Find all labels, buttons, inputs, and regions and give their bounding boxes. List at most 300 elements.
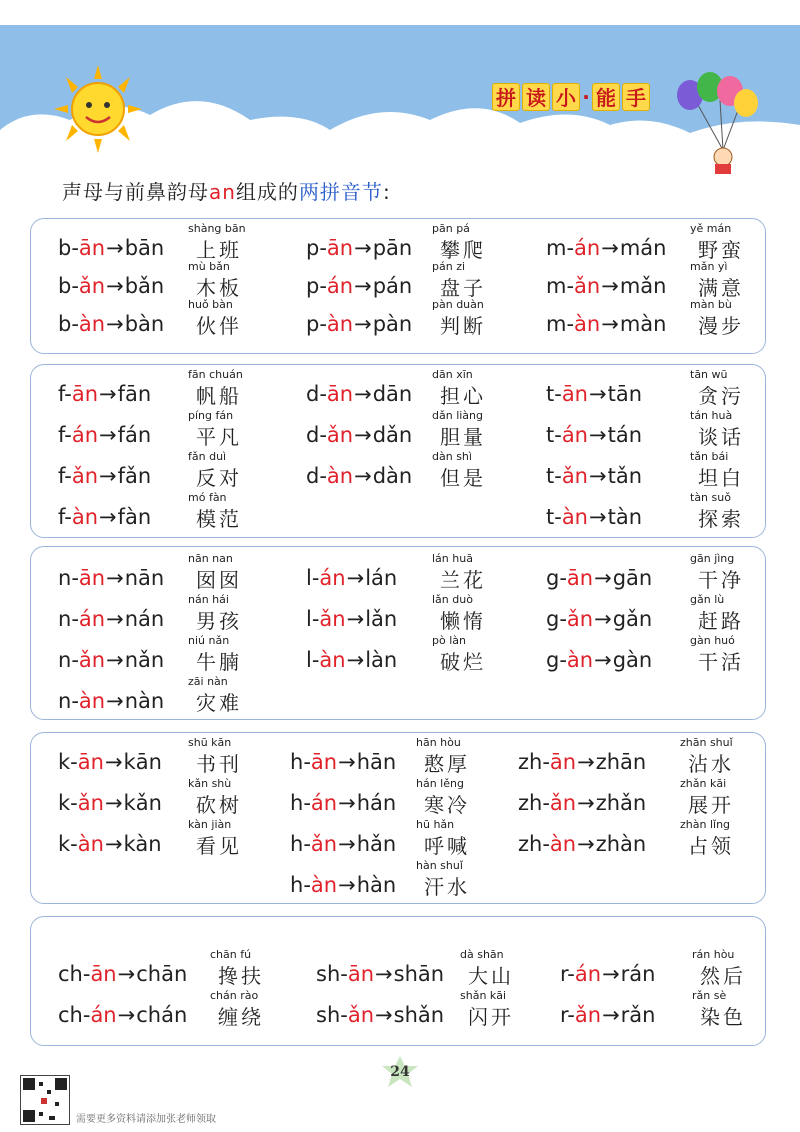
word-pinyin: pàn duàn	[432, 298, 484, 311]
arrow-icon: →	[117, 1003, 136, 1027]
syllable: pàn	[372, 312, 413, 336]
final: ǎn	[319, 607, 346, 631]
hyphen: -	[311, 648, 320, 672]
word-pinyin: hū hǎn	[416, 818, 455, 831]
final: ǎn	[574, 274, 601, 298]
final: án	[71, 423, 99, 447]
spelling-formula	[58, 236, 164, 260]
syllable: nǎn	[124, 648, 165, 672]
arrow-icon: →	[589, 423, 607, 447]
final: àn	[78, 689, 106, 713]
initial: sh	[316, 962, 341, 986]
initial: m	[546, 274, 567, 298]
syllable: rǎn	[620, 1003, 656, 1027]
word-pinyin: tán huà	[690, 409, 733, 422]
hyphen: -	[71, 689, 79, 713]
syllable: gān	[612, 566, 653, 590]
final: án	[561, 423, 588, 447]
word-pinyin: yě mán	[690, 222, 732, 235]
word-hanzi: 展开	[688, 793, 734, 817]
initial: n	[58, 607, 72, 631]
final: àn	[561, 505, 588, 529]
spelling-formula	[58, 423, 151, 447]
initial: p	[306, 236, 320, 260]
word-hanzi: 闪开	[468, 1005, 514, 1029]
spelling-formula	[58, 464, 151, 488]
final: ǎn	[347, 1003, 375, 1027]
initial: k	[58, 832, 71, 856]
syllable: shān	[393, 962, 445, 986]
word-pinyin: gàn huó	[690, 634, 735, 647]
spelling-formula	[58, 274, 164, 298]
arrow-icon: →	[99, 505, 117, 529]
hyphen: -	[64, 505, 72, 529]
initial: d	[306, 464, 320, 488]
final: ǎn	[78, 274, 106, 298]
final: àn	[574, 312, 601, 336]
word-pinyin: mó fàn	[188, 491, 227, 504]
spelling-formula	[546, 464, 642, 488]
arrow-icon: →	[354, 312, 372, 336]
spelling-formula	[58, 962, 187, 986]
final: ǎn	[566, 607, 594, 631]
hyphen: -	[542, 791, 550, 815]
final: àn	[549, 832, 577, 856]
initial: t	[546, 505, 555, 529]
spelling-formula	[306, 274, 412, 298]
spelling-formula	[518, 750, 646, 774]
hyphen: -	[303, 791, 311, 815]
hyphen: -	[303, 873, 311, 897]
syllable: nàn	[124, 689, 165, 713]
initial: h	[290, 873, 304, 897]
syllable: hán	[356, 791, 397, 815]
word-pinyin: mǎn yì	[690, 260, 728, 273]
spelling-formula	[546, 423, 642, 447]
final: àn	[319, 648, 346, 672]
word-pinyin: fān chuán	[188, 368, 243, 381]
hyphen: -	[71, 648, 79, 672]
hyphen: -	[70, 832, 78, 856]
word-hanzi: 然后	[700, 964, 746, 988]
hyphen: -	[319, 312, 327, 336]
spelling-formula	[58, 791, 162, 815]
final: án	[574, 236, 601, 260]
arrow-icon: →	[106, 648, 124, 672]
syllable: tàn	[607, 505, 643, 529]
intro-colon: :	[382, 180, 391, 204]
syllable: mǎn	[619, 274, 667, 298]
hyphen: -	[70, 791, 78, 815]
arrow-icon: →	[338, 791, 356, 815]
word-hanzi: 攀爬	[440, 238, 486, 262]
intro-text: 组成的	[235, 180, 299, 204]
final: ān	[549, 750, 577, 774]
spelling-formula	[306, 566, 397, 590]
initial: k	[58, 750, 71, 774]
spelling-formula	[306, 236, 412, 260]
final: ān	[561, 382, 588, 406]
word-pinyin: hán lěng	[416, 777, 464, 790]
spelling-formula	[290, 750, 396, 774]
syllable: zhàn	[595, 832, 647, 856]
title-char: 拼	[492, 83, 520, 111]
spelling-formula	[290, 873, 396, 897]
word-hanzi: 汗水	[424, 875, 470, 899]
word-hanzi: 呼喊	[424, 834, 470, 858]
hyphen: -	[340, 1003, 348, 1027]
initial: ch	[58, 962, 83, 986]
hyphen: -	[319, 236, 327, 260]
hyphen: -	[303, 832, 311, 856]
hyphen: -	[311, 566, 320, 590]
word-pinyin: zhān shuǐ	[680, 736, 733, 749]
hyphen: -	[566, 274, 575, 298]
initial: f	[58, 464, 65, 488]
initial: b	[58, 274, 72, 298]
word-pinyin: chán rào	[210, 989, 259, 1002]
arrow-icon: →	[601, 274, 619, 298]
arrow-icon: →	[602, 962, 620, 986]
initial: p	[306, 274, 320, 298]
word-hanzi: 寒冷	[424, 793, 470, 817]
word-pinyin: niú nǎn	[188, 634, 230, 647]
arrow-icon: →	[589, 505, 607, 529]
hyphen: -	[340, 962, 348, 986]
word-hanzi: 砍树	[196, 793, 242, 817]
spelling-formula	[546, 607, 652, 631]
spelling-formula	[306, 312, 412, 336]
spelling-formula	[58, 832, 162, 856]
initial: m	[546, 312, 567, 336]
arrow-icon: →	[354, 236, 372, 260]
syllable: dān	[372, 382, 413, 406]
word-hanzi: 搀扶	[218, 964, 264, 988]
syllable: fān	[117, 382, 152, 406]
word-hanzi: 男孩	[196, 609, 242, 633]
word-pinyin: kàn jiàn	[188, 818, 232, 831]
syllable: màn	[619, 312, 667, 336]
word-pinyin: zhàn lǐng	[680, 818, 731, 831]
syllable: bàn	[124, 312, 165, 336]
arrow-icon: →	[106, 274, 124, 298]
page-number-badge	[380, 1056, 420, 1088]
qr-code	[20, 1075, 70, 1125]
arrow-icon: →	[104, 750, 123, 774]
title-char: 读	[522, 83, 550, 111]
syllable: hǎn	[356, 832, 397, 856]
hyphen: -	[559, 648, 567, 672]
hyphen: -	[64, 464, 72, 488]
spelling-formula	[306, 607, 397, 631]
word-hanzi: 漫步	[698, 314, 744, 338]
initial: m	[546, 236, 567, 260]
word-hanzi: 帆船	[196, 384, 242, 408]
final: ǎn	[310, 832, 338, 856]
word-hanzi: 平凡	[196, 425, 242, 449]
initial: zh	[518, 832, 543, 856]
spelling-formula	[546, 566, 652, 590]
word-hanzi: 坦白	[698, 466, 744, 490]
initial: h	[290, 750, 304, 774]
hyphen: -	[303, 750, 311, 774]
initial: g	[546, 566, 560, 590]
word-pinyin: rán hòu	[692, 948, 735, 961]
word-hanzi: 书刊	[196, 752, 242, 776]
syllable: tán	[607, 423, 643, 447]
final: án	[319, 566, 346, 590]
syllable: kàn	[123, 832, 162, 856]
final: àn	[566, 648, 594, 672]
final: àn	[71, 505, 99, 529]
spelling-formula	[306, 423, 412, 447]
word-pinyin: pán zi	[432, 260, 466, 273]
initial: b	[58, 312, 72, 336]
syllable: hān	[356, 750, 397, 774]
final: ān	[326, 236, 354, 260]
initial: t	[546, 423, 555, 447]
spelling-formula	[306, 464, 412, 488]
initial: n	[58, 689, 72, 713]
hyphen: -	[554, 423, 562, 447]
title-char: 小	[552, 83, 580, 111]
word-hanzi: 占领	[688, 834, 734, 858]
sun-icon	[48, 65, 148, 159]
spelling-formula	[58, 1003, 187, 1027]
hyphen: -	[71, 236, 79, 260]
word-hanzi: 野蛮	[698, 238, 744, 262]
arrow-icon: →	[99, 382, 117, 406]
word-hanzi: 模范	[196, 507, 242, 531]
final: án	[326, 274, 354, 298]
arrow-icon: →	[601, 312, 619, 336]
word-pinyin: fǎn duì	[188, 450, 227, 463]
final: án	[78, 607, 106, 631]
initial: f	[58, 423, 65, 447]
initial: p	[306, 312, 320, 336]
syllable: dàn	[372, 464, 413, 488]
intro-final: an	[209, 180, 236, 204]
hyphen: -	[64, 382, 72, 406]
syllable: fàn	[117, 505, 152, 529]
spelling-formula	[560, 962, 655, 986]
syllable: zhān	[595, 750, 647, 774]
syllable: fǎn	[117, 464, 152, 488]
word-hanzi: 缠绕	[218, 1005, 264, 1029]
arrow-icon: →	[346, 566, 365, 590]
arrow-icon: →	[346, 607, 365, 631]
word-pinyin: dǎn liàng	[432, 409, 483, 422]
initial: n	[58, 648, 72, 672]
hyphen: -	[542, 750, 550, 774]
word-pinyin: shǎn kāi	[460, 989, 507, 1002]
word-pinyin: zhǎn kāi	[680, 777, 727, 790]
word-pinyin: tān wū	[690, 368, 728, 381]
initial: g	[546, 648, 560, 672]
initial: l	[306, 566, 312, 590]
arrow-icon: →	[577, 750, 595, 774]
spelling-formula	[58, 750, 162, 774]
syllable: kǎn	[123, 791, 162, 815]
spelling-formula	[306, 648, 397, 672]
final: ān	[326, 382, 354, 406]
initial: f	[58, 505, 65, 529]
spelling-formula	[546, 648, 652, 672]
balloon-girl-icon	[668, 65, 778, 175]
word-hanzi: 沾水	[688, 752, 734, 776]
arrow-icon: →	[589, 382, 607, 406]
word-pinyin: lán huā	[432, 552, 473, 565]
word-pinyin: màn bù	[690, 298, 732, 311]
word-pinyin: dàn shì	[432, 450, 472, 463]
hyphen: -	[554, 505, 562, 529]
spelling-formula	[546, 312, 666, 336]
hyphen: -	[542, 832, 550, 856]
hyphen: -	[319, 274, 327, 298]
syllable: bān	[124, 236, 165, 260]
spelling-formula	[58, 382, 151, 406]
word-pinyin: hān hòu	[416, 736, 461, 749]
hyphen: -	[567, 1003, 575, 1027]
syllable: chān	[136, 962, 188, 986]
arrow-icon: →	[602, 1003, 620, 1027]
word-hanzi: 贪污	[698, 384, 744, 408]
syllable: nān	[124, 566, 165, 590]
syllable: kān	[123, 750, 162, 774]
spelling-formula	[58, 312, 164, 336]
final: án	[574, 962, 602, 986]
footnote: 需要更多资料请添加张老师领取	[76, 1114, 216, 1125]
arrow-icon: →	[594, 607, 612, 631]
arrow-icon: →	[99, 423, 117, 447]
syllable: hàn	[356, 873, 397, 897]
word-pinyin: tàn suǒ	[690, 491, 731, 504]
final: ān	[566, 566, 594, 590]
word-hanzi: 判断	[440, 314, 486, 338]
final: ān	[78, 236, 106, 260]
hyphen: -	[319, 423, 327, 447]
arrow-icon: →	[354, 274, 372, 298]
final: ǎn	[71, 464, 99, 488]
word-hanzi: 憨厚	[424, 752, 470, 776]
word-pinyin: huǒ bàn	[188, 298, 233, 311]
arrow-icon: →	[354, 382, 372, 406]
word-hanzi: 染色	[700, 1005, 746, 1029]
word-pinyin: mù bǎn	[188, 260, 230, 273]
final: ān	[71, 382, 99, 406]
word-hanzi: 木板	[196, 276, 242, 300]
spelling-formula	[518, 791, 646, 815]
spelling-formula	[290, 832, 396, 856]
hyphen: -	[71, 312, 79, 336]
final: àn	[77, 832, 104, 856]
arrow-icon: →	[346, 648, 365, 672]
word-hanzi: 伙伴	[196, 314, 242, 338]
word-hanzi: 探索	[698, 507, 744, 531]
syllable: bǎn	[124, 274, 165, 298]
syllable: tǎn	[607, 464, 643, 488]
word-hanzi: 兰花	[440, 568, 486, 592]
syllable: shǎn	[393, 1003, 445, 1027]
word-hanzi: 牛腩	[196, 650, 242, 674]
initial: b	[58, 236, 72, 260]
syllable: làn	[365, 648, 398, 672]
initial: zh	[518, 750, 543, 774]
title-char: 手	[622, 83, 650, 111]
final: án	[310, 791, 338, 815]
syllable: lǎn	[365, 607, 398, 631]
hyphen: -	[559, 566, 567, 590]
word-pinyin: shū kān	[188, 736, 232, 749]
syllable: pán	[372, 274, 413, 298]
syllable: zhǎn	[595, 791, 647, 815]
syllable: nán	[124, 607, 165, 631]
initial: t	[546, 382, 555, 406]
arrow-icon: →	[594, 648, 612, 672]
arrow-icon: →	[338, 873, 356, 897]
word-hanzi: 懒惰	[440, 609, 486, 633]
word-hanzi: 上班	[196, 238, 242, 262]
hyphen: -	[566, 236, 575, 260]
initial: r	[560, 962, 568, 986]
word-pinyin: hàn shuǐ	[416, 859, 463, 872]
hyphen: -	[71, 274, 79, 298]
arrow-icon: →	[375, 962, 393, 986]
arrow-icon: →	[338, 750, 356, 774]
arrow-icon: →	[106, 312, 124, 336]
intro-line	[62, 176, 391, 205]
word-hanzi: 干活	[698, 650, 744, 674]
initial: k	[58, 791, 71, 815]
spelling-formula	[560, 1003, 655, 1027]
final: ān	[90, 962, 117, 986]
arrow-icon: →	[99, 464, 117, 488]
word-pinyin: dà shān	[460, 948, 504, 961]
intro-text: 声母与前鼻韵母	[62, 180, 209, 204]
hyphen: -	[554, 382, 562, 406]
spelling-formula	[58, 648, 164, 672]
spelling-formula	[546, 382, 642, 406]
word-pinyin: píng fán	[188, 409, 234, 422]
spelling-formula	[316, 962, 444, 986]
word-hanzi: 反对	[196, 466, 242, 490]
word-pinyin: chān fú	[210, 948, 252, 961]
hyphen: -	[82, 962, 91, 986]
final: ān	[77, 750, 104, 774]
word-pinyin: pò làn	[432, 634, 466, 647]
syllable: mán	[619, 236, 667, 260]
initial: zh	[518, 791, 543, 815]
initial: r	[560, 1003, 568, 1027]
arrow-icon: →	[338, 832, 356, 856]
word-hanzi: 胆量	[440, 425, 486, 449]
word-pinyin: tǎn bái	[690, 450, 729, 463]
final: ǎn	[326, 423, 354, 447]
initial: sh	[316, 1003, 341, 1027]
word-hanzi: 灾难	[196, 691, 242, 715]
title-dot: ·	[582, 85, 590, 109]
arrow-icon: →	[577, 832, 595, 856]
hyphen: -	[64, 423, 72, 447]
initial: t	[546, 464, 555, 488]
spelling-formula	[546, 274, 666, 298]
syllable: chán	[136, 1003, 188, 1027]
intro-highlight: 两拼音节	[298, 180, 383, 204]
page-number: 24	[390, 1064, 410, 1080]
hyphen: -	[71, 566, 79, 590]
arrow-icon: →	[589, 464, 607, 488]
initial: l	[306, 648, 312, 672]
